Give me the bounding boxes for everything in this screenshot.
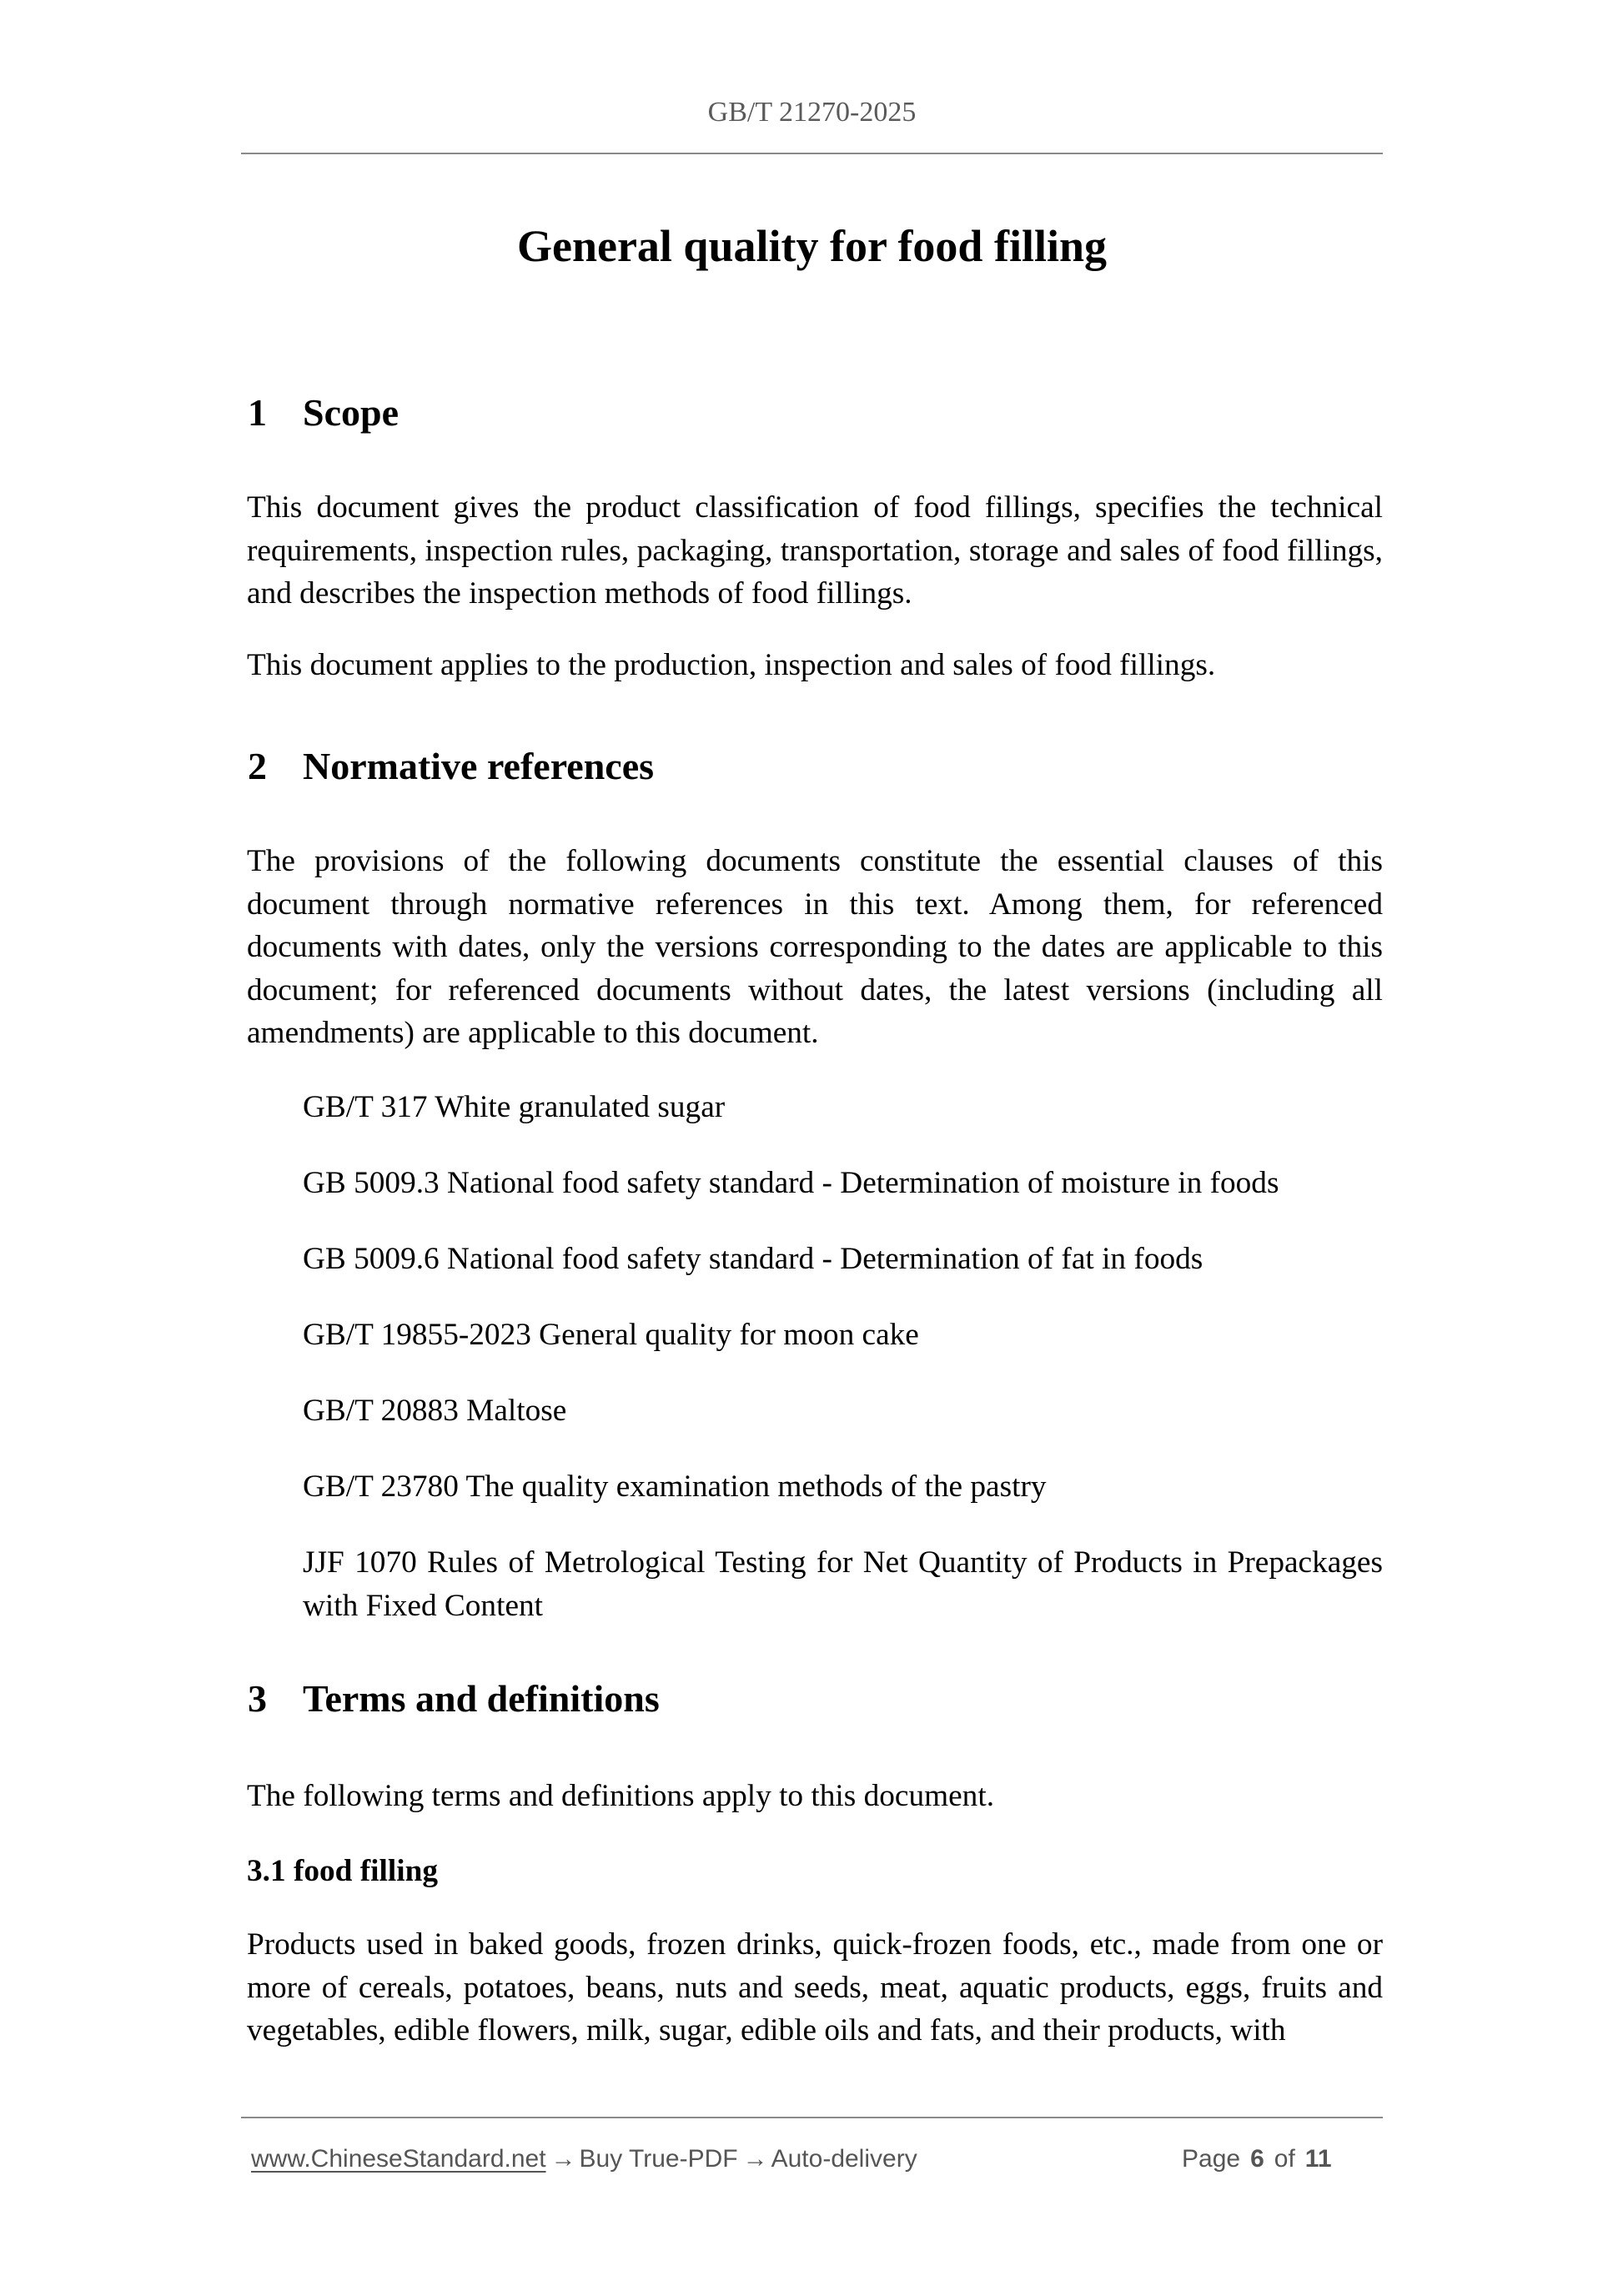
section-number: 2 xyxy=(248,745,267,787)
auto-delivery-label: Auto-delivery xyxy=(771,2145,917,2173)
section-title: Normative references xyxy=(303,745,655,787)
document-title: General quality for food filling xyxy=(516,221,1107,271)
footer-divider xyxy=(241,2117,1383,2118)
page-word: Page xyxy=(1182,2145,1241,2173)
reference-item: GB 5009.3 National food safety standard - Determination of moisture in foods xyxy=(303,1166,1279,1200)
reference-item: GB/T 20883 Maltose xyxy=(303,1394,567,1428)
buy-true-pdf-label: Buy True-PDF xyxy=(579,2145,738,2173)
header-divider xyxy=(241,153,1383,154)
section-heading-scope xyxy=(248,391,399,434)
scope-paragraph-2: This document applies to the production, inspection and sales of food fillings. xyxy=(247,648,1216,682)
running-header-standard-code: GB/T 21270-2025 xyxy=(707,97,917,128)
reference-item: GB/T 19855-2023 General quality for moon cake xyxy=(303,1318,919,1352)
reference-item: GB/T 23780 The quality examination methods of the pastry xyxy=(303,1470,1047,1504)
arrow-right-icon: → xyxy=(550,2145,576,2173)
of-word: of xyxy=(1274,2145,1295,2173)
normative-references-intro: The provisions of the following documents constitute the essential clauses of this document through normative references in this text. Among them, for referenced documents with dates, only the versions corresponding to the dates are applicable to this document; for referenced documents without dates, the latest versions (including all amendments) are applicable to this document. xyxy=(247,844,1383,1050)
footer-promo xyxy=(251,2145,917,2173)
section-heading-normative-references xyxy=(248,747,654,786)
page-indicator xyxy=(1182,2145,1332,2173)
section-title: Terms and definitions xyxy=(303,1677,660,1720)
reference-item: JJF 1070 Rules of Metrological Testing for Net Quantity of Products in Prepackages with Fixed Content xyxy=(303,1545,1383,1623)
section-number: 1 xyxy=(248,391,267,434)
section-title: Scope xyxy=(303,391,399,434)
reference-item: GB/T 317 White granulated sugar xyxy=(303,1090,726,1124)
current-page-number: 6 xyxy=(1250,2145,1264,2173)
total-pages-number: 11 xyxy=(1304,2145,1332,2173)
site-link[interactable]: www.ChineseStandard.net xyxy=(251,2145,546,2173)
section-number: 3 xyxy=(248,1677,267,1720)
terms-intro: The following terms and definitions apply to this document. xyxy=(247,1779,995,1813)
section-heading-terms-and-definitions xyxy=(248,1677,660,1720)
term-definition: Products used in baked goods, frozen drinks, quick-frozen foods, etc., made from one or more of cereals, potatoes, beans, nuts and seeds, meat, aquatic products, eggs, fruits and vegetables, edible flowers, milk, sugar, edible oils and fats, and their products, with xyxy=(247,1927,1383,2047)
term-label: 3.1 food filling xyxy=(247,1854,438,1888)
arrow-right-icon: → xyxy=(742,2145,768,2173)
reference-item: GB 5009.6 National food safety standard - Determination of fat in foods xyxy=(303,1242,1203,1276)
scope-paragraph-1: This document gives the product classification of food fillings, specifies the technical requirements, inspection rules, packaging, transportation, storage and sales of food fillings, and describes the inspection methods of food fillings. xyxy=(247,490,1383,610)
